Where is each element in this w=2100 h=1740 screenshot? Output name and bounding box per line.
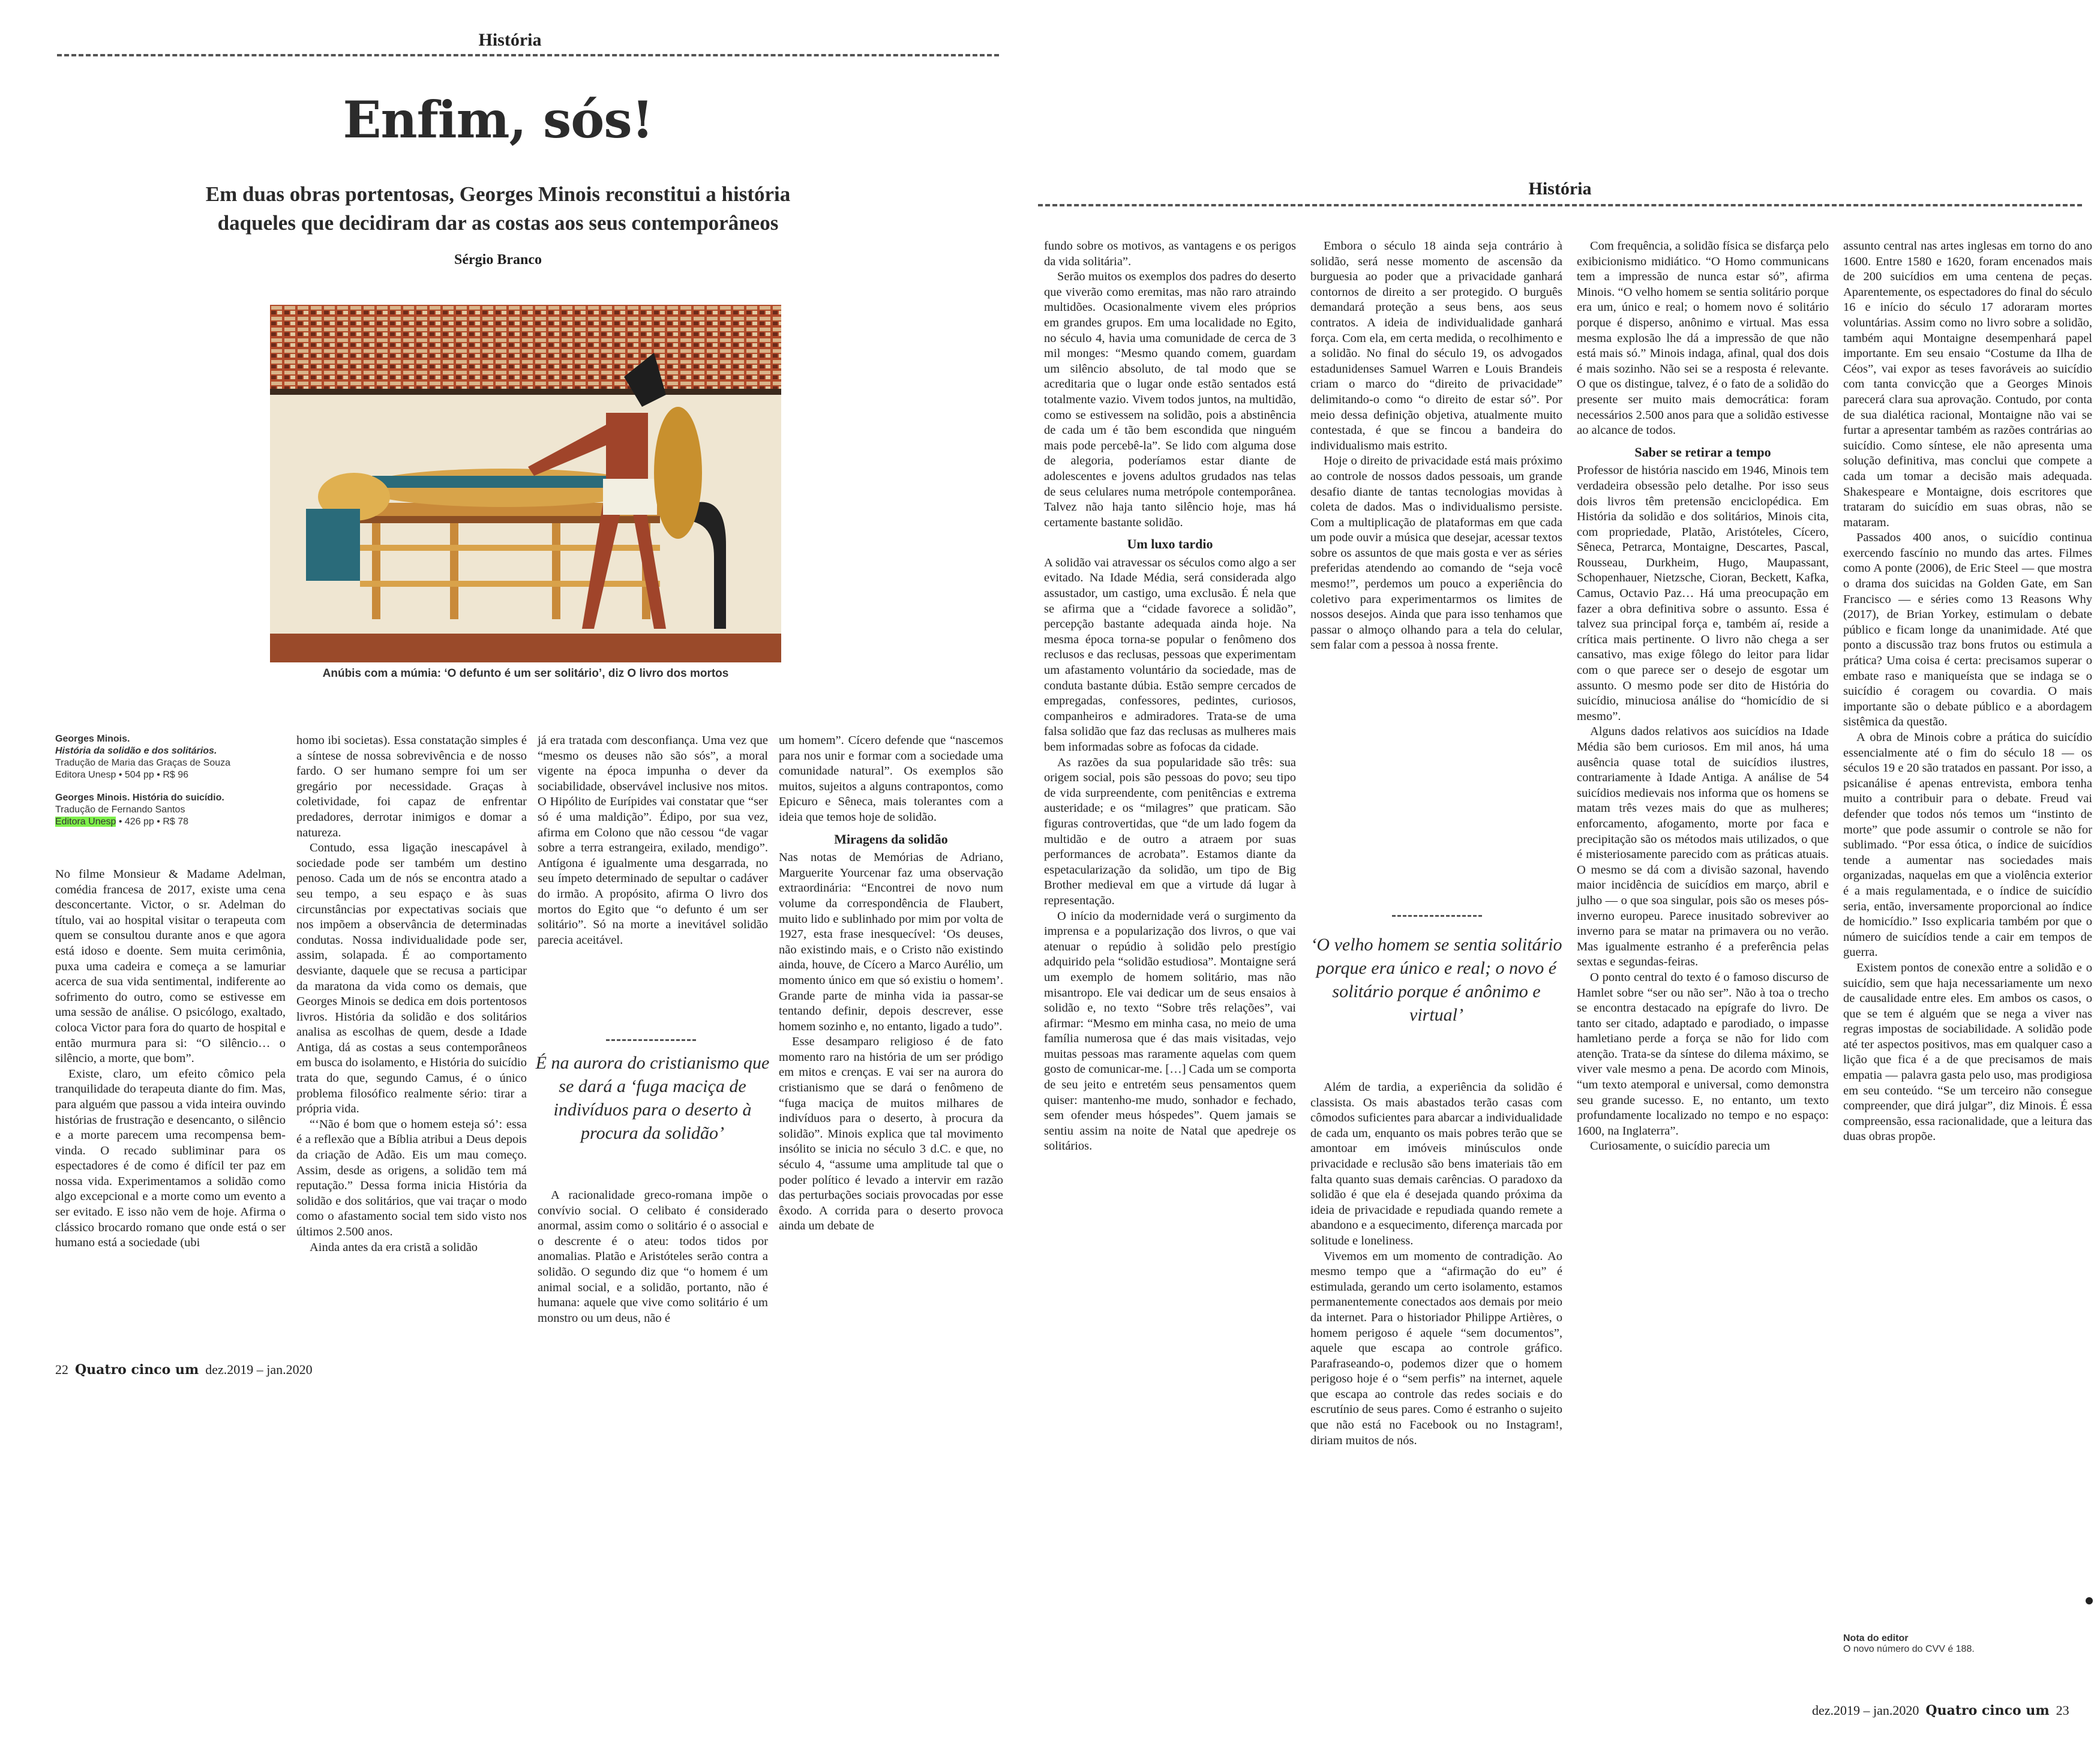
paragraph: Nas notas de Memórias de Adriano, Marguerite Yourcenar faz uma observação extraordinária: “Encontrei de novo num volume da correspondência de Flaubert, muito lido e sublinhado por mim por volta de 1927, esta frase inesquecível: ‘Os deuses, não existindo mais, e o Cristo não existindo ainda, houve, de Cícero a Marco Aurélio, um momento único em que só existiu o homem’. Grande parte de minha vida ia passar-se tentando definir, depois descrever, esse homem sozinho e, no entanto, ligado a tudo”. bbox=[779, 851, 1003, 1033]
figure-caption: Anúbis com a múmia: ‘O defunto é um ser solitário’, diz O livro dos mortos bbox=[322, 667, 729, 680]
right-column-4 bbox=[1843, 239, 2092, 1145]
section-label: História bbox=[478, 30, 542, 50]
egyptian-painting bbox=[270, 305, 781, 662]
paragraph: um homem”. Cícero defende que “nascemos para nos unir e formar com a sociedade uma comunidade natural”. Os exemplos são muitos, sujeitos a alguns contrapontos, como Epicuro e Sêneca, mais tolerantes com a ideia que temos hoje de solidão. bbox=[779, 734, 1003, 824]
left-column-2 bbox=[296, 733, 527, 1255]
paragraph: A obra de Minois cobre a prática do suicídio essencialmente até o fim do século 18 — os séculos 19 e 20 são tratados en passant. Por isso, a psicanálise é apenas entrevista, embora tenha muito a contribuir para o debate. Freud vai defender que todos nós temos um “instinto de morte” que pode assumir o controle se não for sublimado. “Por essa ótica, o índice de suicídios tende a aumentar nas sociedades mais organizadas, naquelas em que a violência exterior é a mais regulamentada, e o índice de suicídio seria, então, inversamente proporcional ao índice de homicídio.” Isso explicaria também por que o número de suicídios tende a cair em tempos de guerra. bbox=[1843, 731, 2092, 959]
magazine-name: Quatro cinco um bbox=[1925, 1703, 2050, 1718]
book1-meta: Editora Unesp • 504 pp • R$ 96 bbox=[55, 770, 189, 780]
paragraph: A racionalidade greco-romana impõe o convívio social. O celibato é considerado anormal, assim como o solitário é o associal e o descrente é o ateu: todos tidos por anomalias. Platão e Aristóteles serão contra a solidão. O segundo diz que “o homem é um animal social, e a solidão, portanto, não é humana: aquele que vive como solitário é um monstro ou um deus, não é bbox=[538, 1189, 768, 1325]
book2-translation: Tradução de Fernando Santos bbox=[55, 805, 185, 815]
left-column-3b bbox=[538, 1188, 768, 1326]
paragraph: assunto central nas artes inglesas em torno do ano 1600. Entre 1580 e 1620, foram encenados mais de 200 suicídios em uma centena de peças. Aparentemente, os espectadores do final do século 16 e início do século 17 adoraram mortes voluntárias. Assim como no livro sobre a solidão, também aqui Montaigne desempenhará papel importante. Em seu ensaio “Costume da Ilha de Céos”, vai expor as teses favoráveis ao suicídio com tanta convicção que a Georges Minois parecerá clara sua aprovação. Contudo, por conta de sua dialética racional, Montaigne não vai se furtar a apresentar também as razões contrárias ao suicídio. Como síntese, ele não apresenta uma solução definitiva, mas conclui que compete a cada um tomar a decisão mais adequada. Shakespeare e Montaigne, dois escritores que trataram do suicídio em suas obras, não se mataram. bbox=[1843, 239, 2092, 529]
right-column-2b bbox=[1310, 1080, 1562, 1448]
editor-note-text: O novo número do CVV é 188. bbox=[1843, 1644, 1975, 1654]
book2-author-title: Georges Minois. História do suicídio. bbox=[55, 793, 224, 803]
section-rule bbox=[1038, 204, 2082, 206]
subhead: Miragens da solidão bbox=[834, 831, 948, 847]
section-label: História bbox=[1528, 179, 1592, 199]
book2-meta: • 426 pp • R$ 78 bbox=[116, 817, 189, 827]
anubis-mummy-illustration bbox=[270, 305, 781, 662]
book1-author: Georges Minois. bbox=[55, 734, 130, 744]
folio bbox=[55, 1362, 313, 1378]
pull-quote-rule bbox=[1392, 915, 1482, 917]
paragraph: já era tratada com desconfiança. Uma vez que “mesmo os deuses não são sós”, a moral vigente na época impunha o dever da sociabilidade, observável inclusive nos mitos. O Hipólito de Eurípides vai constatar que “ser só é uma maldição”. Édipo, por sua vez, afirma em Colono que não cessou “de vagar sobre a terra estrangeira, exilado, mendigo”. Antígona é igualmente uma desgarrada, no seu ímpeto determinado de sepultar o cadáver do irmão. A propósito, afirma O livro dos mortos do Egito que “o defunto é um ser solitário”. Só na morte a inevitável solidão parecia aceitável. bbox=[538, 734, 768, 947]
book-info bbox=[55, 733, 283, 828]
subhead: Saber se retirar a tempo bbox=[1634, 444, 1771, 460]
paragraph: Esse desamparo religioso é de fato momento raro na história de um ser pródigo em mitos e crenças. E vai ser na aurora do cristianismo que se dará o fenômeno de “fuga maciça de muitos milhares de indivíduos para o deserto, à procura da solidão”. Minois explica que tal movimento insólito se inicia no século 3 d.C. e que, no século 4, “assume uma amplitude tal que o poder político é levado a intervir em razão das perturbações sociais provocadas por esse êxodo. A corrida para o deserto provoca ainda um debate de bbox=[779, 1035, 1003, 1233]
left-page bbox=[0, 0, 1020, 1740]
editor-note-title: Nota do editor bbox=[1843, 1633, 1909, 1643]
paragraph: Existe, claro, um efeito cômico pela tranquilidade do terapeuta diante do fim. Mas, para alguém que passou a vida inteira ouvindo histórias de frustração e desencanto, o silêncio e a morte parecem uma recompensa bem-vinda. O recado subliminar para os espectadores é de como é difícil ter paz em nossa vida. Experimentamos a solidão como algo excepcional e a morte como um evento a ser evitado. E isso não vem de hoje. Afirma o clássico brocardo romano que onde está o ser humano está a sociedade (ubi bbox=[55, 1067, 286, 1250]
folio bbox=[1812, 1703, 2069, 1718]
paragraph: Serão muitos os exemplos dos padres do deserto que viverão como eremitas, mas não raro atraindo multidões. Ocasionalmente vivem eles próprios em grandes grupos. Em uma localidade no Egito, no século 4, havia uma comunidade de cerca de 3 mil monges: “Mesmo quando comem, guardam um silêncio absoluto, de tal modo que se acreditaria que o lugar onde estão sentados está totalmente vazio. Vivem todos juntos, na multidão, como se estivessem na solidão, pois a abstinência de cada um é tão bem escondida que ninguém mais pode percebê-la”. Se lido com alguma dose de alegoria, poderíamos estar diante de adolescentes e jovens adultos grudados nas telas de seus celulares numa metrópole contemporânea. Talvez não haja tanto silêncio hoje, mas há certamente bastante solidão. bbox=[1044, 270, 1296, 529]
paragraph: Hoje o direito de privacidade está mais próximo ao controle de nossos dados pessoais, um grande desafio diante de tantas tecnologias movidas à coleta de dados. Mas o individualismo persiste. Com a multiplicação de plataformas em que cada um pode ouvir a música que desejar, acessar textos sobre os assuntos de que mais gosta e ver as séries preferidas atendendo ao comando de “seja você mesmo!”, perdemos um pouco a experiência do coletivo para experimentarmos os limites de nossos desejos. Ainda que para isso tenhamos que passar o almoço olhando para a tela do celular, sem falar com a pessoa à nossa frente. bbox=[1310, 454, 1562, 652]
left-column-1 bbox=[55, 867, 286, 1251]
end-mark-icon bbox=[2086, 1597, 2093, 1604]
paragraph: Alguns dados relativos aos suicídios na Idade Média são bem curiosos. Em mil anos, há uma ausência quase total de suicídios ilustres, contrariamente à Idade Antiga. A análise de 54 suicídios medievais nos informa que os homens se matam três vezes mais do que as mulheres; enforcamento, afogamento, morte por faca e precipitação são os métodos mais utilizados, o que é misteriosamente parecido com as práticas atuais. O mesmo se dá com a divisão sazonal, havendo maior incidência de suicídios em março, abril e julho — o que soa singular, pois são os meses pós-inverno europeu. Parece inusitado sobreviver ao inverno para se matar na primavera ou no verão. Mas igualmente estranho é a preferência pelas sextas e segundas-feiras. bbox=[1577, 725, 1829, 969]
magazine-name: Quatro cinco um bbox=[75, 1362, 199, 1378]
pull-quote: É na aurora do cristianismo que se dará a ‘fuga maciça de indivíduos para o deserto à procura da solidão’ bbox=[535, 1053, 770, 1143]
paragraph: Embora o século 18 ainda seja contrário à solidão, será nesse momento de ascensão da burguesia ao poder que a privacidade ganhará contornos de direito a ser protegido. O burguês demandará proteção a seus bens, aos seus contratos. A ideia de individualidade ganhará força. Com ela, em certa medida, o recolhimento e a solidão. No final do século 19, os advogados estadunidenses Samuel Warren e Louis Brandeis criam o marco do “direito de privacidade” delimitando-o como “o direito de estar só”. Por meio dessa definição objetiva, atualmente muito contestada, é que se fincou a bandeira do individualismo mais estrito. bbox=[1310, 239, 1562, 452]
paragraph: As razões da sua popularidade são três: sua origem social, pois são pessoas do povo; seu tipo de vida surpreendente, com penitências e extrema austeridade; e os “milagres” que praticam. São figuras controvertidas, que “de um lado fogem da multidão e de outro a atraem por suas performances de acrobata”. Estamos diante da espetacularização da solidão, um tipo de Big Brother medieval em que a virtude dá lugar à representação. bbox=[1044, 755, 1296, 907]
page-number: 23 bbox=[2056, 1703, 2069, 1718]
book1-title: História da solidão e dos solitários. bbox=[55, 746, 217, 756]
paragraph: Passados 400 anos, o suicídio continua exercendo fascínio no mundo das artes. Filmes como A ponte (2006), de Eric Steel — que mostra o drama dos suicidas na Golden Gate, em San Francisco — e séries como 13 Reasons Why (2017), de Brian Yorkey, estimulam o debate público e ficam longe da unanimidade. Até que ponto a discussão traz bons frutos ou estimula a prática? Uma coisa é certa: precisamos superar o embate raso e maniqueísta que se indaga se o suicídio é coragem ou covardia. O mais importante são o debate público e a abordagem sistêmica da questão. bbox=[1843, 531, 2092, 729]
editor-note bbox=[1843, 1633, 2092, 1655]
byline: Sérgio Branco bbox=[454, 252, 542, 268]
right-page bbox=[1020, 0, 2100, 1740]
article-title: Enfim, sós! bbox=[343, 90, 653, 149]
paragraph: “‘Não é bom que o homem esteja só’: essa é a reflexão que a Bíblia atribui a Deus depois da criação de Adão. Eis um mau começo. Assim, desde as origens, a solidão tem má reputação.” Dessa forma inicia História da solidão e dos solitários, que vai traçar o modo como o afastamento social tem sido visto nos últimos 2.500 anos. bbox=[296, 1117, 527, 1238]
paragraph: homo ibi societas). Essa constatação simples é a síntese de nossa sobrevivência e de nosso fardo. O ser humano sempre foi um ser gregário por necessidade. Graças à coletividade, foi capaz de enfrentar predadores, derrotar inimigos e domar a natureza. bbox=[296, 734, 527, 839]
right-column-1 bbox=[1044, 239, 1296, 1154]
page-number: 22 bbox=[55, 1362, 68, 1377]
book2-publisher-highlight: Editora Unesp bbox=[55, 817, 116, 827]
paragraph: No filme Monsieur & Madame Adelman, comédia francesa de 2017, existe uma cena desconcertante. Victor, o sr. Adelman do título, vai ao hospital visitar o terapeuta com quem se consultou durante anos e que agora está idoso e doente. Sem muita cerimônia, puxa uma cadeira e começa a se lamuriar acerca de sua vida sentimental, indiferente ao sofrimento do outro, como se estivesse em uma sessão de análise. O psicólogo, exaltado, coloca Victor para fora do quarto de hospital e então murmura para si: “O silêncio… o silêncio, a morte, que bom”. bbox=[55, 868, 286, 1066]
paragraph: Contudo, essa ligação inescapável à sociedade pode ser também um destino penoso. Cada um de nós se encontra atado a seu tempo, a seu espaço e às suas circunstâncias por expectativas sociais que nos impõem a observância de determinadas condutas. Nossa individualidade pode ser, assim, solapada. É ao comportamento desviante, daquele que se recusa a participar da maratona da vida como os demais, que Georges Minois se dedica em dois portentosos livros. História da solidão e dos solitários analisa as escolhas de quem, desde a Idade Antiga, dá as costas a seus contemporâneos em busca do isolamento, e História do suicídio trata do que, segundo Camus, é o único problema filosófico realmente sério: tirar a própria vida. bbox=[296, 841, 527, 1116]
issue-date: dez.2019 – jan.2020 bbox=[205, 1362, 313, 1377]
paragraph: O início da modernidade verá o surgimento da imprensa e a popularização dos livros, o que vai atenuar o repúdio à solidão pelo prestígio adquirido pela “solidão estudiosa”. Montaigne será um exemplo de homem solitário, mas não misantropo. Ele vai dedicar um de seus ensaios à solidão e, no texto “Sobre três relações”, vai afirmar: “Mesmo em minha casa, no meio de uma família numerosa que é das mais visitadas, vejo muitas pessoas mas raramente aquelas com quem gosto de comunicar-me. […] Cada um se comporta de seu jeito e entretém seus pensamentos quem quiser: mantenho-me mudo, sonhador e fechado, sem ofender meus hóspedes”. Quem jamais se sentiu assim na noite de Natal que apedreje os solitários. bbox=[1044, 909, 1296, 1153]
pull-quote: ‘O velho homem se sentia solitário porque era único e real; o novo é solitário porque é anônimo e virtual’ bbox=[1310, 935, 1562, 1025]
left-column-3 bbox=[538, 733, 768, 948]
paragraph: O ponto central do texto é o famoso discurso de Hamlet sobre “ser ou não ser”. Não à toa o trecho se encontra destacado na epígrafe do livro. De tanto ser citado, adaptado e parodiado, o impasse hamletiano perde a força se não for lido com atenção. Trata-se da síntese do dilema máximo, se viver vale mesmo a pena. De acordo com Minois, “um texto atemporal e universal, como demonstra seu grande sucesso. E, no entanto, um texto profundamente localizado no tempo e no espaço: 1600, na Inglaterra”. bbox=[1577, 970, 1829, 1138]
paragraph: A solidão vai atravessar os séculos como algo a ser evitado. Na Idade Média, será considerada algo assustador, um castigo, uma exclusão. É nela que se afirma que a “cidade favorece a solidão”, percepção bastante adequada ainda hoje. Na mesma época torna-se popular o fenômeno dos reclusos e das reclusas, pessoas que experimentam um afastamento voluntário da sociedade, mas de conduta bastante dúbia. Estão sempre cercados de empregadas, confessores, pedintes, curiosos, companheiros e admiradores. Trata-se de uma falsa solidão que faz das reclusas as mulheres mais bem informadas sobre as fofocas da cidade. bbox=[1044, 556, 1296, 754]
paragraph: Curiosamente, o suicídio parecia um bbox=[1590, 1139, 1771, 1153]
paragraph: Além de tardia, a experiência da solidão é classista. Os mais abastados terão casas com cômodos suficientes para abarcar a individualidade de cada um, enquanto os mais pobres terão que se amontoar em imóveis minúsculos onde privacidade e reclusão são bens imateriais tão em falta quanto suas demais carências. O paradoxo da solidão é que ela é desejada quando próxima da ideia de privacidade e repudiada quando remete a abandono e a esquecimento, diferença marcada por solitude e loneliness. bbox=[1310, 1081, 1562, 1247]
paragraph: Vivemos em um momento de contradição. Ao mesmo tempo que a “afirmação do eu” é estimulada, gerando um certo isolamento, estamos permanentemente conectados aos demais por meio da internet. Para o historiador Philippe Artières, o homem perigoso é aquele “sem documentos”, aquele que escapa ao controle gráfico. Parafraseando-o, podemos dizer que o homem perigoso hoje é o “sem perfis” na internet, aquele que escapa ao controle das redes sociais e do escrutínio de seus pares. Como é estranho o sujeito que não está no Facebook ou no Instagram!, diriam muitos de nós. bbox=[1310, 1249, 1562, 1447]
paragraph: Com frequência, a solidão física se disfarça pelo exibicionismo midiático. “O Homo communicans tem a impressão de nunca estar só”, afirma Minois. “O velho homem se sentia solitário porque era um, único e real; o homem novo é solitário porque é disperso, anônimo e virtual. Mas essa mesma explosão lhe dá a impressão de que não está mais só.” Minois indaga, afinal, qual dos dois é mais sozinho. Não sei se a resposta é relevante. O que os distingue, talvez, é o fato de a solidão do presente ser muito mais democrática: foram necessários 2.500 anos para que a solidão estivesse ao alcance de todos. bbox=[1577, 239, 1829, 437]
book1-translation: Tradução de Maria das Graças de Souza bbox=[55, 758, 231, 768]
article-deck: Em duas obras portentosas, Georges Minois reconstitui a história daqueles que decidiram dar as costas aos seus contemporâneos bbox=[205, 182, 791, 235]
left-column-4 bbox=[779, 733, 1003, 1234]
subhead: Um luxo tardio bbox=[1127, 536, 1213, 552]
issue-date: dez.2019 – jan.2020 bbox=[1812, 1703, 1919, 1718]
paragraph: Professor de história nascido em 1946, Minois tem verdadeira obsessão pelo detalhe. Por isso seus dois livros têm pretensão enciclopédica. Em História da solidão e dos solitários, Minois cita, com propriedade, Platão, Aristóteles, Cícero, Sêneca, Petrarca, Montaigne, Descartes, Pascal, Rousseau, Durkheim, Hugo, Maupassant, Schopenhauer, Nietzsche, Cioran, Beckett, Kafka, Camus, Octavio Paz… Há uma preocupação em fazer a obra definitiva sobre o assunto. Essa é talvez sua principal força e, também aí, reside a crítica mais pertinente. O livro não chega a ser cansativo, mas exige fôlego do leitor para lidar com o que parece ser o desejo de esgotar um assunto. O mesmo pode ser dito de História do suicídio, minuciosa análise do “homicídio de si mesmo”. bbox=[1577, 464, 1829, 723]
paragraph: fundo sobre os motivos, as vantagens e os perigos da vida solitária”. bbox=[1044, 239, 1296, 268]
section-rule bbox=[57, 54, 999, 56]
paragraph: Ainda antes da era cristã a solidão bbox=[310, 1240, 478, 1254]
right-column-3 bbox=[1577, 239, 1829, 1154]
right-column-2 bbox=[1310, 239, 1562, 653]
pull-quote-rule bbox=[606, 1039, 696, 1041]
paragraph: Existem pontos de conexão entre a solidão e o suicídio, sem que haja necessariamente um nexo de causalidade entre eles. Em ambos os casos, o que se tem é alguém que se nega a viver nas regras impostas de sociabilidade. A solidão pode até ter aspectos positivos, mas em qualquer caso a lição que fica é a de que precisamos de mais empatia — palavra gasta pelo uso, mas prodigiosa em seu conteúdo. “Se um terceiro não consegue compreender, que dirá julgar”, diz Minois. É essa compreensão, essa racionalidade, que a leitura das duas obras propõe. bbox=[1843, 961, 2092, 1144]
